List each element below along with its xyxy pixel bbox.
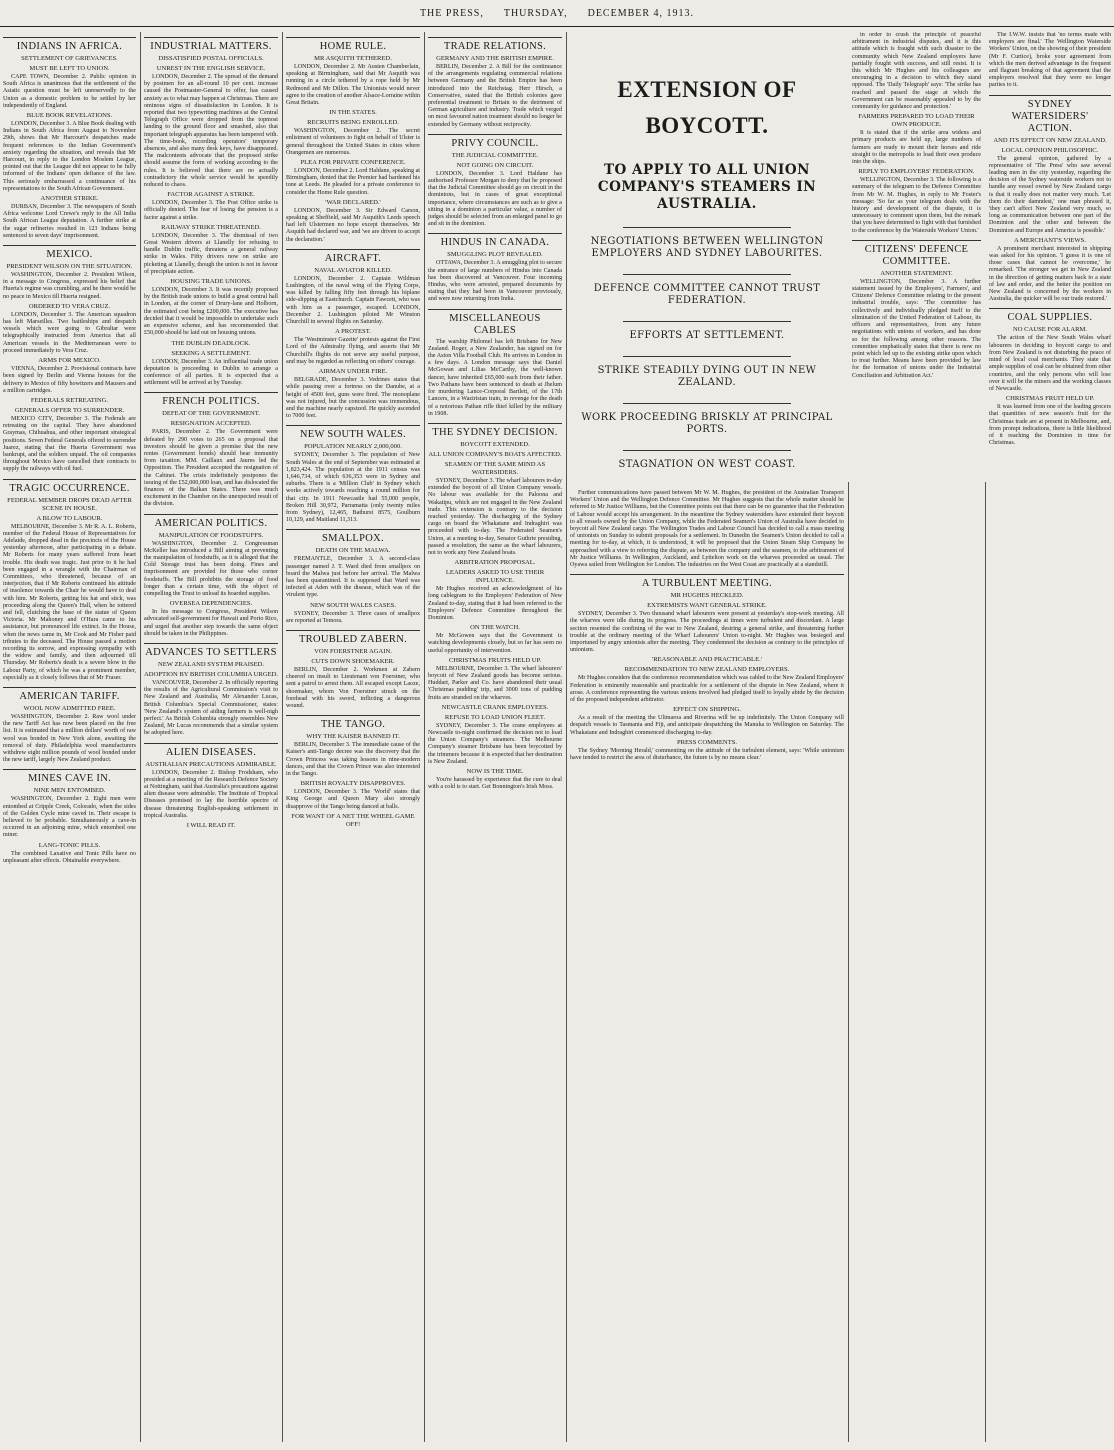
article-body: LONDON, December 3. The Post Office strike is officially denied. The fear of losing the pension is a factor against a strike. <box>144 200 278 221</box>
article-body: LONDON, December 3. Sir Edward Carson, speaking at Sheffield, said Mr Asquith's Leeds speech had left Ulstermen no hope except themselves. Mr Asquith had declared war, and 'we are driven to accept the declaration.' <box>286 207 420 243</box>
subhead: DISSATISFIED POSTAL OFFICIALS. <box>158 55 264 62</box>
subhead: MANIPULATION OF FOODSTUFFS. <box>158 531 264 539</box>
advertisement-body: The combined Laxative and Tonic Pills have no unpleasant after effects. Obtainable everywhere. <box>3 850 136 864</box>
headline-advances-settlers: ADVANCES TO SETTLERS <box>144 643 278 659</box>
subhead: RECRUITS BEING ENROLLED. <box>307 119 399 127</box>
subhead: GERMANY AND THE BRITISH EMPIRE. <box>436 55 554 62</box>
article-body: LONDON, December 2. Lord Haldane, speaking at Birmingham, denied that the Premier had hardened his tone at Leeds. He pleaded for a private conference to consider the Home Rule question. <box>286 168 420 196</box>
subhead: BRITISH ROYALTY DISAPPROVES. <box>300 780 406 788</box>
subhead: GENERALS OFFER TO SURRENDER. <box>14 406 125 414</box>
article-body: SYDNEY, December 3. The crane employees at Newcastle to-night confirmed the decision not to load the Union Company's steamers. The Melbourne Company's steamer Brisbane has been boycotted by the trimmers because it is expected that her destination is New Zealand. <box>428 722 562 765</box>
article-body: BERLIN, December 2. Workmen at Zabern cheered on insult to Lieutenant von Foerstner, who sent a patrol to arrest them. All escaped except Laoze, shoemaker, whom Von Foerstner struck on the forehead with his sword, inflicting a dangerous wound. <box>286 666 420 709</box>
subhead: CHRISTMAS FRUIT HELD UP. <box>1005 395 1095 403</box>
article-body: CAPE TOWN, December 2. Public opinion in South Africa is unanimous that the settlement of the Asiatic question must be left unreservedly to the Union as a domestic problem to be settled by her independently of England. <box>3 74 136 109</box>
subhead: NEW SOUTH WALES CASES. <box>310 601 396 609</box>
article-body: FREMANTLE, December 3. A second-class passenger named J. T. Ward died from smallpox on board the Malwa just before her arrival. The Malwa has been quarantined. It is supposed that Ward was infected at Aden with the disease, which was of the virulent type. <box>286 556 420 599</box>
headline-american-tariff: AMERICAN TARIFF. <box>3 687 136 703</box>
subhead: PLEA FOR PRIVATE CONFERENCE. <box>300 159 406 167</box>
subhead: BLUE BOOK REVELATIONS. <box>26 112 113 120</box>
subhead: NINE MEN ENTOMBED. <box>33 787 106 795</box>
column-5 <box>567 490 847 1442</box>
subhead: AND ITS EFFECT ON NEW ZEALAND. <box>993 136 1107 144</box>
advertisement-title: FOR WANT OF A NET THE WHEEL GAME OFF! <box>291 812 415 828</box>
lead-headline: EXTENSION OF BOYCOTT. <box>617 77 797 138</box>
subhead: ANOTHER STRIKE. <box>40 195 99 203</box>
headline-turbulent-meeting: A TURBULENT MEETING. <box>570 574 844 590</box>
headline-tragic: TRAGIC OCCURRENCE. <box>3 479 136 495</box>
subhead: WHY THE KAISER BANNED IT. <box>306 733 400 741</box>
subhead: PRESIDENT WILSON ON THE SITUATION. <box>6 263 133 271</box>
headline-tango: THE TANGO. <box>286 715 420 731</box>
advertisement-title: LANG-TONIC PILLS. <box>38 841 101 849</box>
subhead: PRESS COMMENTS. <box>676 738 738 746</box>
article-body: WELLINGTON, December 3. A further statement issued by the Employers', Farmers', and Citizens' Defence Committee relating to the present industrial trouble, says: 'The committee has collectively and individually pledged itself to the elimination of the United Federation of Labour, its officers and representatives, from any future negotiations with unions of workers, and has done so for the following among other reasons. The committee emphatically states that there is now no point which led up to the existing strike upon which to treat further. Means have been provided by law for the formation of unions under the Industrial Conciliation and Arbitration Act.' <box>852 278 981 379</box>
article-body: LONDON, December 3. It was recently proposed by the British trade unions to build a great central hall in London, at the corner of Drury-lane and Holborn, the estimated cost being £200,000. The executive has decided that it would be impossible to undertake such an expensive scheme, and has recommended that £50,000 should be laid out on housing unions. <box>144 287 278 337</box>
subhead: DEATH ON THE MALWA. <box>315 547 391 555</box>
subhead: REFUSE TO LOAD UNION FLEET. <box>444 713 546 721</box>
subhead: 'REASONABLE AND PRACTICABLE.' <box>652 656 762 664</box>
article-body: MELBOURNE, December 3. The wharf labourers' boycott of New Zealand goods has become serious. Huddart, Parker and Co. have abandoned their usual 'Christmas pudding' trip, and 3000 tons of pudding fruits are stranded on the wharves. <box>428 665 562 701</box>
paper-name: THE PRESS, <box>419 7 484 19</box>
article-body: You're harassed by experience that the cure to deal with a cold is to start. Get Bonnington's Irish Moss. <box>428 777 562 791</box>
subhead: UNREST IN THE ENGLISH SERVICE. <box>156 65 266 72</box>
article-body: The warship Philomel has left Brisbane for New Zealand. Roger, a New Zealander, has signed on for the Aston Villa Football Club. He arrives in London in a few days. A London message says that Daniel McGowan and Lilias McCarthy, the well-known dancer, have inherited £65,000 each from their father. Two Pathans have been sentenced to death at Jhelum for murdering Lance-Corporal Bartlett, of the 17th Lancers, in a Waziristan train, in revenge for the death of a notorious Pathan rifle thief killed by the military in 1908. <box>428 338 562 417</box>
subhead: SEAMEN OF THE SAME MIND AS WATERSIDERS. <box>444 460 546 476</box>
article-body: SYDNEY, December 3. The wharf labourers to-day extended the boycott of all Union Company vessels. No labour was available for the Paloona and Wakatipu, which are not engaged in the New Zealand trade. This extension is contrary to the decision reached yesterday. The discharging of the Sydney cargo on board the Whakatane and Indraghiri was proceeded with to-day. The Federated Seamen's Union, at a meeting to-day, Senator Guthrie presiding, passed a resolution, the same as the wharf labourers, not to work any New Zealand boats. <box>428 477 563 556</box>
article-body: BELGRADE, December 3. Vedrines states that while passing over a fortress on the Danube, at a height of 4500 feet, guns were fired. The monoplane was not injured, but the concussion was tremendous, and the machine nearly capsized. He quickly ascended to 7000 feet. <box>286 377 420 420</box>
article-body: Further communications have passed between Mr W. M. Hughes, the president of the Australian Transport Workers' Union and the Wellington Defence Committee. Mr Hughes suggests that the whole matter should be referred to Mr Justice Williams, but the Committee points out that there can be no guarantee that the Federation of Labour would accept his arrangement. In the meantime the Sydney watersiders have extended their boycott to all vessels owned by the Union Company, while the Federated Seamen's Union of Australia have decided to boycott all New Zealand cargo. The Wellington Trades and Labour Council has decided to call a mass meeting of unionists on Sunday to submit proposals for a settlement. In Dunedin the Seamen's Union decided to call a meeting for to-day, at which, it is understood, it will be proposed that the Union Steam Ship Company be approached with a view to referring the dispute, as between the company and the seamen, to the arbitrament of Mr Justice Williams. In Wellington, Auckland, and Lyttelton work on the wharves proceeded as usual. The Oyawa sailed from Wellington for London. The industries on the West Coast are practically at a standstill. <box>570 490 844 569</box>
subhead: AIRMAN UNDER FIRE. <box>318 368 388 376</box>
article-body: As a result of the meeting the Ulimaroa and Riverina will be up indefinitely. The Union Company will despatch vessels to Tasmania and Fiji, and anticipate despatching the Manuka to Wellington on Saturday. The Whakatane and Indraghiri commenced discharging to-day. <box>570 715 844 736</box>
lead-deck: NEGOTIATIONS BETWEEN WELLINGTON EMPLOYERS AND SYDNEY LABOURITES. <box>590 236 824 259</box>
headline-french-politics: FRENCH POLITICS. <box>144 392 278 408</box>
headline-alien-diseases: ALIEN DISEASES. <box>144 743 278 759</box>
subhead: THE JUDICIAL COMMITTEE. <box>451 151 539 159</box>
subhead: AUSTRALIAN PRECAUTIONS ADMIRABLE. <box>145 760 277 768</box>
article-body: LONDON, December 3. A Blue Book dealing with Indians in South Africa from August to November 29th, shows that Mr Harcourt's despatches made frequent references to the Indian Government's anxiety regarding the situation, and reveals that Mr Harcourt, in reply to the London Moslem League, pointed out that the League did not appear to be fully informed of the Indians' open defiance of the law. This seriously embarrassed a continuance of his representations to the South African Government. <box>3 121 136 192</box>
lead-story-header <box>567 32 847 482</box>
subhead: NO CAUSE FOR ALARM. <box>1012 326 1087 334</box>
lead-deck: STRIKE STEADILY DYING OUT IN NEW ZEALAND. <box>597 365 817 388</box>
column-1 <box>0 32 139 1442</box>
article-body: DURBAN, December 3. The newspapers of South Africa welcome Lord Crewe's reply to the All India South African League deputation. A further strike at the sugar refineries resulted in 123 Indians being sentenced to seven days' imprisonment. <box>3 204 136 239</box>
article-body: LONDON, December 2. Bishop Frodsham, who presided at a meeting of the Research Defence Society at Nottingham, said that Australia's precautions against alien disease were admirable. The Institute of Tropical Diseases promised to lay the horrible spectre of disease threatening English-speaking settlement in tropical Australia. <box>144 769 278 819</box>
headline-aircraft: AIRCRAFT. <box>286 249 420 265</box>
article-body: OTTAWA, December 3. A smuggling plot to secure the entrance of large numbers of Hindus into Canada has been discovered at Vancouver. Four incoming Hindus, who were arrested, prepared documents by stating that they had been in Vancouver previously, and were now returning from India. <box>428 260 562 303</box>
subhead: REPLY TO EMPLOYERS' FEDERATION. <box>858 168 975 176</box>
column-3 <box>283 32 423 1442</box>
headline-home-rule: HOME RULE. <box>286 37 420 53</box>
divider <box>623 321 791 322</box>
lead-deck: STAGNATION ON WEST COAST. <box>618 459 796 470</box>
article-body: It is stated that if the strike area widens and primary products are held up, large numbers of farmers are ready to mount their horses and ride straight to the metropolis to load their own produce into the ships. <box>852 130 981 166</box>
headline-privy-council: PRIVY COUNCIL. <box>428 134 562 150</box>
headline-sydney-watersiders: SYDNEY WATERSIDERS' ACTION. <box>989 95 1111 135</box>
article-body: The general opinion, gathered by a representative of 'The Press' who saw several leading men in the city yesterday, regarding the decision of the Sydney waterside workers not to handle any vessel owned by New Zealand cargo is that it really does not matter very much. 'Let them do their damndest,' one man phrased it, 'they can't affect New Zealand very much, so long as communication between one part of the Dominion and the other and between the Dominion and Europe and America is possible.' <box>989 155 1111 234</box>
divider <box>623 227 791 228</box>
headline-american-politics: AMERICAN POLITICS. <box>144 514 278 530</box>
subhead: ON THE WATCH. <box>470 624 520 632</box>
subhead: FARMERS PREPARED TO LOAD THEIR OWN PRODUCE. <box>858 113 975 129</box>
headline-industrial: INDUSTRIAL MATTERS. <box>144 37 278 53</box>
subhead: NEW ZEALAND SYSTEM PRAISED. <box>157 660 265 668</box>
lead-deck: EFFORTS AT SETTLEMENT. <box>629 330 785 341</box>
weekday: THURSDAY, <box>503 7 568 19</box>
article-body: VIENNA, December 2. Provisional contracts have been signed by Berlin and Vienna houses for the delivery to Mexico of fifty howitzers and Mausers and a million cartridges. <box>3 366 137 394</box>
lead-deck: DEFENCE COMMITTEE CANNOT TRUST FEDERATION. <box>593 283 821 306</box>
subhead: IN THE STATES. <box>329 109 377 117</box>
article-body: WASHINGTON, December 2. Congressman McKeller has introduced a Bill aiming at preventing the manipulation of foodstuffs, as it is alleged that the Cold Storage trust has been doing. Fines and imprisonment are provided for those who corner foodstuffs. The Bill prohibits the storage of food longer than a certain time, with the object of compelling the Trust to unload its hoarded supplies. <box>144 540 278 597</box>
divider <box>623 356 791 357</box>
headline-smallpox: SMALLPOX. <box>286 529 420 545</box>
article-body: LONDON, December 3. Lord Haldane has authorised Professor Morgan to deny that he proposed that the Judicial Committee should go on circuit in the dominions, but in cases of great exceptional importance, where circumstances are such as to give a sitting in a dominion a particular value, a number of judges should be selected from an enlarged panel to go and sit in the dominion. <box>428 170 562 228</box>
article-body: Mr Hughes considers that the conference recommendation which was cabled to the New Zealand Employers' Federation is eminently reasonable and practicable for a settlement of the dispute in New Zealand, where it arose. A conference representing the various unions involved had pledged itself to loyally abide by the decision of the proposed independent arbitrator. <box>570 675 844 704</box>
subhead: NAVAL AVIATOR KILLED. <box>314 266 392 274</box>
article-body: MELBOURNE, December 3. Mr R. A. L. Roberts, member of the Federal House of Representatives for Adelaide, dropped dead in the precincts of the House yesterday afternoon, after participating in a debate. Mr Roberts for many years suffered from heart trouble. His death was tragic. Just prior to it he had been engaged in a wrangle with the Chairman of Committees, who threatened, because of an interjection, that if Mr Roberts continued his attitude of insolence towards the Chair he would have to deal with him. Mr Roberts, getting his hat and stick, was proceeding along the Queen's Hall, when he tottered and fell, clutching the base of the statue of Queen Victoria. Mr Mahoney and O'Hara came to his assistance, but pronounced life extinct. In the House, when the news came in, Mr Cook and Mr Fisher paid tributes to the deceased. The House passed a motion recording its sorrow, and expressing sympathy with the widow and family, and then adjourned till Thursday. Mr Roberts's death is a severe blow to the Labour Party, of which he was a prominent member, especially as it closely follows that of Mr Fraser. <box>3 523 136 681</box>
subhead: NEWCASTLE CRANK EMPLOYEES. <box>441 703 549 711</box>
subhead: EXTREMISTS WANT GENERAL STRIKE. <box>647 602 767 610</box>
subhead: SEEKING A SETTLEMENT. <box>171 349 251 357</box>
article-body: Mr Hughes received an acknowledgment of his long cablegram to the Employers' Federation of New Zealand to-day, stating that it had been referred to the Employers' Defence Committee throughout the Dominion. <box>428 586 562 621</box>
headline-indians-africa: INDIANS IN AFRICA. <box>3 37 136 53</box>
subhead: MUST BE LEFT TO UNION. <box>29 65 110 72</box>
subhead: FEDERALS RETREATING. <box>30 396 109 404</box>
divider <box>623 274 791 275</box>
subhead: DEFEAT OF THE GOVERNMENT. <box>162 410 260 418</box>
article-body: It was learned from one of the leading grocers that quantities of new season's fruit for the Christmas trade are at present in Melbourne, and, from prompt indications, there is little likelihood of it reaching the Dominion in time for Christmas. <box>989 404 1111 447</box>
headline-mines: MINES CAVE IN. <box>3 769 136 785</box>
article-body: LONDON, December 3. The American squadron has left Marseilles. Two battleships and despatch vessels which were going to Gibraltar were telegraphically instructed from America that all American vessels in the Mediterranean were to proceed immediately to Vera Cruz. <box>3 311 136 354</box>
subhead: ADOPTION BY BRITISH COLUMBIA URGED. <box>144 670 279 678</box>
article-body: WASHINGTON, December 2. The secret enlistment of volunteers to fight on behalf of Ulster is general throughout the United States in cities where Orangemen are numerous. <box>286 128 420 156</box>
article-body: PARIS, December 2. The Government were defeated by 290 votes to 265 on a proposal that investors should be given a promise that the new rentes (Government bonds) should bear immunity from taxation. MM. Caillaux and Jaures led the Opposition. The President accepted the resignation of the Cabinet. The crisis indefinitely postpones the issuing of the £52,000,000 loan, and has dislocated the finances of the Balkan States. There was much excitement in the Chamber on the unexpected result of the division. <box>144 429 278 508</box>
article-body: WELLINGTON, December 3. The following is a summary of the telegram to the Defence Committee from Mr W. M. Hughes, in reply to Mr Foster's message: 'So far as your telegram deals with the history and development of the dispute, it is unnecessary to comment upon them, but the remark that you have determined to fight with that furnished to the conference by the Waterside Workers' Union.' <box>852 177 981 234</box>
article-body: VANCOUVER, December 2. In officially reporting the results of the Agricultural Commission's visit to New Zealand and Australia, Mr Alexander Lucas, British Columbia's Special Commissioner, states: 'New Zealand's system of aiding farmers is well-nigh perfect.' As British Columbia strongly resembles New Zealand, Mr Lucas recommends that a similar system be adopted here. <box>144 679 278 737</box>
subhead: CHRISTMAS FRUITS HELD UP. <box>448 656 542 664</box>
subhead: ARBITRATION PROPOSAL. <box>454 559 536 567</box>
article-body: A prominent merchant interested in shipping was asked for his opinion. 'I guess it is one of those cases that cannot be overcome,' he remarked. 'The stronger we get in New Zealand in the direction of getting matters back to a state of law and order, and the better the position on New Zealand is concerned by the workers in Australia, the quicker will be our trade restored.' <box>989 245 1111 303</box>
headline-coal-supplies: COAL SUPPLIES. <box>989 308 1111 324</box>
subhead: 'WAR DECLARED.' <box>325 198 381 206</box>
subhead: LOCAL OPINION PHILOSOPHIC. <box>1001 146 1099 154</box>
headline-trade-relations: TRADE RELATIONS. <box>428 37 562 53</box>
subhead: FEDERAL MEMBER DROPS DEAD AFTER SCENE IN HOUSE. <box>7 496 132 512</box>
article-body: LONDON, December 2. Captain Wildman Lushington, of the naval wing of the Flying Corps, was killed by falling fifty feet through his biplane side-slipping at Eastchurch. Captain Fawcett, who was with him as a passenger, escaped. LONDON, December 2. Lushington piloted Mr Winston Churchill in several flights on Saturday. <box>286 275 420 326</box>
subhead: CUTS DOWN SHOEMAKER. <box>311 657 395 665</box>
subhead: A BLOW TO LABOUR. <box>36 514 103 522</box>
subhead: A MERCHANT'S VIEWS. <box>1014 236 1086 244</box>
subhead: ANOTHER STATEMENT. <box>880 269 953 277</box>
advertisement-title: I WILL READ IT. <box>186 822 236 830</box>
article-body: WASHINGTON, December 2. Eight men were entombed at Cripple Creek, Colorado, when the sides of the Golden Cycle mine caved in. Their escape is believed to be probable. Simultaneously a cave-in occurred in an adjoining mine, which entombed one miner. <box>3 796 136 839</box>
subhead: MR HUGHES HECKLED. <box>670 592 744 600</box>
divider <box>623 403 791 404</box>
headline-zabern: TROUBLED ZABERN. <box>286 630 420 646</box>
subhead: NOT GOING ON CIRCUIT. <box>456 161 534 169</box>
subhead: ALL UNION COMPANY'S BOATS AFFECTED. <box>428 450 562 458</box>
lead-subheadline: TO APPLY TO ALL UNION COMPANY'S STEAMERS IN AUSTRALIA. <box>597 162 817 212</box>
article-body: WASHINGTON, December 2. President Wilson, in a message to Congress, expressed his belief that Huerta's regime was crumbling, and he there would be no peace in Mexico till Huerta resigned. <box>3 272 136 300</box>
article-body: SYDNEY, December 3. The population of New South Wales at the end of September was estimated at 1,823,424. The population at the 1911 census was 1,646,734, of which 636,353 were in Sydney and suburbs. There is a 'Million Club' in Sydney which works actively towards reaching a round million for that city. In 1911 Newcastle had 55,000 people, Broken Hill 30,972, Parramatta (only twenty miles from Sydney), 12,465, Bathurst 8575, Goulburn 10,129, and Maitland 11,313. <box>286 452 420 524</box>
article-body: Mr McGowen says that the Government is watching developments closely, but so far has seen no useful opportunity of intervention. <box>428 633 562 654</box>
subhead: RAILWAY STRIKE THREATENED. <box>161 223 261 231</box>
article-body: MEXICO CITY, December 3. The Federals are retreating on the capital. They have abandoned Graymas, Chihuahua, and other important strategical positions. Seven Federal Generals offered to surrender Juarez, stating that the Huerta Government was bankrupt, and the soldiers unpaid. The oil companies throughout Mexico have cancelled their contracts to supply the railways with oil fuel. <box>3 415 136 473</box>
subhead: SMUGGLING PLOT REVEALED. <box>447 251 543 259</box>
article-body: The action of the New South Wales wharf labourers in deciding to boycott cargo to and from New Zealand is not disturbing the peace of mind of local coal merchants. They state that ample supplies of coal can be obtained from other countries, and the only persons who will lose over it will be the miners and the working classes of Newcastle. <box>989 335 1111 392</box>
subhead: MR ASQUITH TETHERED. <box>314 55 392 62</box>
article-body: LONDON, December 3. The dismissal of two Great Western drivers at Llanelly for refusing to handle Dublin traffic, threatens a general railway strike in Wales. Fifty drivers now on strike are picketing at Llanelly, though the union is not in favour of precipitate action. <box>144 232 278 275</box>
issue-date: DECEMBER 4, 1913. <box>587 7 695 19</box>
article-body: LONDON, December 3. An influential trade union deputation is proceeding to Dublin to arrange a conference of all parties. It is expected that a settlement will be arrived at by Tuesday. <box>144 358 278 387</box>
article-body: The I.W.W. insists that 'no terms made with employers are final.' The Wellington Waterside Workers' Union, on the showing of their president (Mr F. Curtice), broke your agreement from which the men derived advantage in the frequent and flagrant breaking of that agreement that the employers resolved that they were no longer parties to it. <box>989 32 1111 89</box>
subhead: FACTOR AGAINST A STRIKE. <box>167 191 255 199</box>
article-body: SYDNEY, December 3. Three cases of smallpox are reported at Temora. <box>286 610 420 624</box>
headline-nsw: NEW SOUTH WALES. <box>286 425 420 441</box>
article-body: in order to crush the principle of peaceful arbitrament in industrial disputes, and it is this attitude which is fraught with such disaster to the community which New Zealand employers have partially fought with success, and still resist. It is this which Mr Hughes and his colleagues are encouraging in a decision to which they stand opposed. The 'Daily Telegraph' says: 'The strike has reached and passed the stage at which the Government can be reasonably appealed to by the community for guidance and protection.' <box>852 32 981 111</box>
article-body: In his message to Congress, President Wilson advocated self-government for Hawaii and Porto Rico, and urged that another step towards the same object should be taken in the Philippines. <box>144 609 278 637</box>
column-6 <box>849 32 984 1442</box>
subhead: RECOMMENDATION TO NEW ZEALAND EMPLOYERS. <box>624 666 790 674</box>
subhead: VON FOERSTNER AGAIN. <box>314 647 392 655</box>
article-body: LONDON, December 2. Mr Austen Chamberlain, speaking at Birmingham, said that Mr Asquith was running in a circle tethered by a rope held by Mr Redmond and Mr Dillon. The Unionists would never agree to the creation of another Alsace-Lorraine within Great Britain. <box>286 64 420 107</box>
subhead: EFFECT ON SHIPPING. <box>673 706 741 714</box>
headline-misc-cables: MISCELLANEOUS CABLES <box>428 309 562 337</box>
subhead: BOYCOTT EXTENDED. <box>460 440 530 448</box>
column-7 <box>986 32 1114 1442</box>
article-body: WASHINGTON, December 2. Raw wool under the new Tariff Act has now been placed on the free list. It is estimated that a million dollars' worth of raw wool was bonded in New York alone, awaiting the removal of duty. Philadelphia wool manufacturers withdrew eight million pounds of wool bonded under the new tariff, largely New Zealand product. <box>3 714 136 764</box>
divider <box>623 450 791 451</box>
article-body: The Sydney 'Morning Herald,' commenting on the attitude of the turbulent element, says: 'While unionism have tended to restrict the area of disturbance, the future is by no means clear.' <box>570 747 844 762</box>
subhead: WOOL NOW ADMITTED FREE. <box>23 705 116 712</box>
subhead: HOUSING TRADE UNIONS. <box>170 278 252 286</box>
subhead: THE DUBLIN DEADLOCK. <box>171 339 251 347</box>
article-body: SYDNEY, December 3. Two thousand wharf labourers were present at yesterday's stop-work meeting. All the wharves were idle during its progress. The proceedings at times were turbulent and discordant. A large section resented the confining of the war to New Zealand, desiring a general strike, and threatening further trouble at the ordinary meeting of the Wharf Labourers' Union to-night. Mr Hughes was besieged and importuned by angry unionists after the meeting. They condemned the decision as contrary to the principles of unionism. <box>570 611 844 654</box>
subhead: RESIGNATION ACCEPTED. <box>170 420 252 428</box>
headline-mexico: MEXICO. <box>3 245 136 261</box>
lead-deck: WORK PROCEEDING BRISKLY AT PRINCIPAL PORTS. <box>581 412 833 435</box>
subhead: SETTLEMENT OF GRIEVANCES. <box>21 55 118 62</box>
headline-citizens-defence: CITIZENS' DEFENCE COMMITTEE. <box>852 240 981 268</box>
article-body: BERLIN, December 3. The immediate cause of the Kaiser's anti-Tango decree was the discovery that the Crown Princess was taking lessons in nine-modern dances, and that the Crown Prince was also interested in the Tango. <box>286 742 420 777</box>
column-4 <box>425 32 565 1442</box>
masthead <box>0 0 1114 27</box>
headline-hindus-canada: HINDUS IN CANADA. <box>428 233 562 249</box>
headline-sydney-decision: THE SYDNEY DECISION. <box>428 423 562 439</box>
subhead: NOW IS THE TIME. <box>466 768 524 775</box>
subhead: LEADERS ASKED TO USE THEIR INFLUENCE. <box>445 569 545 585</box>
article-body: LONDON, December 2. The spread of the demand by postmen for an all-round 10 per cent. increase caused the Postmaster-General to offer, has caused anxiety as to what may happen at Christmas. There are ominous signs of dissatisfaction in London. It is reported that two typewriting machines at the Central Telegraph Office were dropped from the topmost landing to the ground floor and smashed, also that important telegraph apparatus has been tampered with. The time-book, recording operators' temporary absences, and also many desk keys, have disappeared. The malcontents advocate that the proposed strike should assume the form of working according to the rules. It is believed that there are no actually contradictory the whole service would be speedily reduced to chaos. <box>144 74 278 189</box>
subhead: POPULATION NEARLY 2,000,000. <box>304 443 402 451</box>
column-2 <box>141 32 281 1442</box>
subhead: ARMS FOR MEXICO. <box>38 357 101 365</box>
article-body: The 'Westminster Gazette' protests against the First Lord of the Admiralty flying, and asserts that Mr Churchill's flights do not serve any useful purpose, and may be regarded as reflecting on others' courage. <box>286 337 420 365</box>
subhead: A PROTEST. <box>335 328 371 336</box>
subhead: ORDERED TO VERA CRUZ. <box>28 302 111 310</box>
article-body: BERLIN, December 2. A Bill for the continuance of the arrangements regulating commercial relations between Germany and the British Empire has been introduced into the Reichstag. Herr Hirsch, a Conservative, stated that the British colonies gave preferential treatment to Britain to the detriment of German agriculture and industry. Trade which verged on most favoured nation treatment should no longer be extended by Germany without reciprocity. <box>428 64 562 128</box>
article-body: LONDON, December 3. The 'World' states that King George and Queen Mary also strongly disapprove of the Tango being danced at balls. <box>286 789 420 810</box>
subhead: OVERSEA DEPENDENCIES. <box>169 600 253 608</box>
